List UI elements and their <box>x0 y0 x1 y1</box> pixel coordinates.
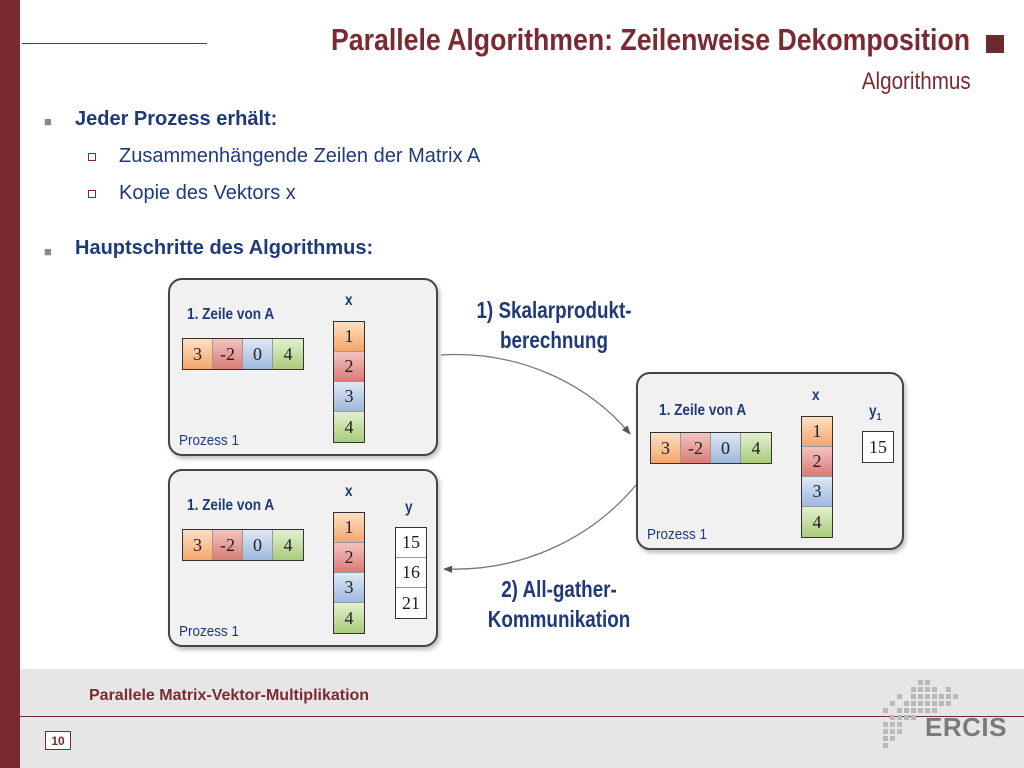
x-cell: 4 <box>802 507 832 537</box>
row-vector <box>650 432 772 464</box>
y1-vector <box>862 431 894 463</box>
bullet-heading-1: Jeder Prozess erhält: <box>75 108 278 130</box>
y-cell: 15 <box>396 528 426 558</box>
bullet-heading-2: Hauptschritte des Algorithmus: <box>75 237 374 259</box>
left-accent-bar <box>0 0 20 768</box>
x-cell: 4 <box>334 603 364 633</box>
process-label: Prozess 1 <box>647 526 708 543</box>
footer-title: Parallele Matrix-Vektor-Multiplikation <box>89 687 370 704</box>
x-cell: 2 <box>802 447 832 477</box>
footer-rule <box>20 716 1024 717</box>
row-cell: 3 <box>651 433 681 463</box>
y1-cell: 15 <box>863 432 893 462</box>
y-vector <box>395 527 427 619</box>
x-label: x <box>345 292 353 309</box>
row-cell: 4 <box>741 433 771 463</box>
x-cell: 3 <box>334 382 364 412</box>
row-cell: 0 <box>243 339 273 369</box>
row-label: 1. Zeile von A <box>187 306 275 323</box>
sub-bullet-1: Zusammenhängende Zeilen der Matrix A <box>119 145 481 167</box>
process-panel-3 <box>636 372 904 550</box>
step-1-line-1: 1) Skalarprodukt- <box>476 297 632 323</box>
step-1-line-2: berechnung <box>500 327 608 353</box>
row-cell: -2 <box>213 530 243 560</box>
process-label: Prozess 1 <box>179 432 240 449</box>
row-vector <box>182 338 304 370</box>
bullet-square-icon: ■ <box>44 114 52 129</box>
arrow-step-1 <box>441 355 630 434</box>
y1-label: $y_1$ <box>869 403 882 424</box>
row-label: 1. Zeile von A <box>659 402 747 419</box>
slide-title: Parallele Algorithmen: Zeilenweise Dekomposition <box>330 22 970 57</box>
row-cell: -2 <box>681 433 711 463</box>
x-cell: 2 <box>334 352 364 382</box>
x-cell: 1 <box>334 322 364 352</box>
row-cell: 0 <box>711 433 741 463</box>
step-2-line-2: Kommunikation <box>487 606 631 632</box>
footer-band <box>20 669 1024 768</box>
ercis-logo: ERCIS <box>925 712 1007 742</box>
x-label: x <box>812 387 820 404</box>
bullet-square-icon: ■ <box>44 244 52 259</box>
step-2-line-1: 2) All-gather- <box>501 576 617 602</box>
row-cell: 3 <box>183 530 213 560</box>
y-label: y <box>405 499 413 516</box>
page-number: 10 <box>45 731 71 750</box>
title-square-icon <box>986 35 1004 53</box>
sub-bullet-square-icon <box>88 190 96 198</box>
process-label: Prozess 1 <box>179 623 240 640</box>
sub-bullet-square-icon <box>88 153 96 161</box>
process-panel-1 <box>168 278 438 456</box>
x-cell: 4 <box>334 412 364 442</box>
header-rule <box>22 43 207 44</box>
sub-bullet-2: Kopie des Vektors x <box>119 182 296 204</box>
x-cell: 3 <box>334 573 364 603</box>
step-2-label <box>469 574 649 634</box>
x-vector <box>333 512 365 634</box>
x-cell: 1 <box>334 513 364 543</box>
row-cell: 4 <box>273 530 303 560</box>
row-cell: 4 <box>273 339 303 369</box>
x-cell: 1 <box>802 417 832 447</box>
row-cell: -2 <box>213 339 243 369</box>
process-panel-2 <box>168 469 438 647</box>
row-label: 1. Zeile von A <box>187 497 275 514</box>
row-vector <box>182 529 304 561</box>
x-cell: 2 <box>334 543 364 573</box>
y-cell: 21 <box>396 588 426 618</box>
row-cell: 0 <box>243 530 273 560</box>
slide-subtitle: Algorithmus <box>862 68 971 95</box>
x-vector <box>333 321 365 443</box>
y-cell: 16 <box>396 558 426 588</box>
x-vector <box>801 416 833 538</box>
row-cell: 3 <box>183 339 213 369</box>
arrow-step-2 <box>444 485 636 569</box>
x-cell: 3 <box>802 477 832 507</box>
step-1-label <box>464 295 644 355</box>
x-label: x <box>345 483 353 500</box>
